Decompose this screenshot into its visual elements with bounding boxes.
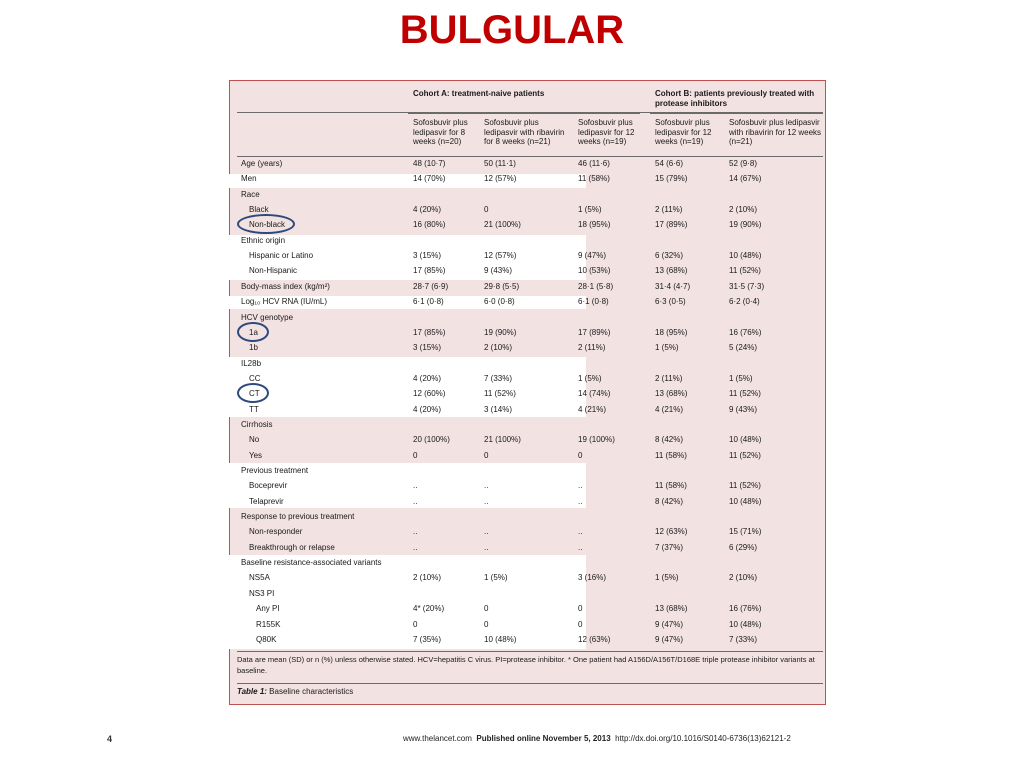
row-label: NS3 PI [249,588,275,598]
table-cell: .. [413,527,418,537]
row-label: Response to previous treatment [241,512,355,522]
table-cell: 12 (63%) [655,527,688,537]
table-cell: 6·1 (0·8) [578,297,609,307]
table-cell: 7 (33%) [729,634,758,644]
table-cell: 6 (32%) [655,251,684,261]
table-cell: .. [484,542,489,552]
row-label: Previous treatment [241,466,309,475]
table-caption-label: Table 1: [237,687,267,696]
table-cell: 21 (100%) [484,435,521,445]
table-cell: 0 [413,619,418,629]
group-header-cohort-a: Cohort A: treatment-naive patients [413,89,545,98]
table-cell: .. [578,481,583,491]
table-cell: .. [413,542,418,552]
table-cell: 29·8 (5·5) [484,281,520,291]
row-label: Ethnic origin [241,235,286,245]
table-cell: 9 (47%) [655,619,684,629]
table-caption-text: Baseline characteristics [269,687,354,696]
table-cell: 2 (11%) [578,343,606,353]
table-cell: 28·7 (6·9) [413,281,449,291]
table-cell: 28·1 (5·8) [578,281,614,291]
citation [403,734,791,743]
table-cell: 5 (24%) [729,343,758,353]
table-cell: 11 (58%) [655,450,687,460]
row-label: Hispanic or Latino [249,251,314,261]
table-cell: 1 (5%) [655,573,679,583]
table-footnote: Data are mean (SD) or n (%) unless otherwise stated. HCV=hepatitis C virus. PI=protease inhibitor. * One patient had A156D/A156T/D168E triple protease inhibitor variants at baseline. [237,655,815,675]
table-cell: 15 (79%) [655,174,688,184]
column-header: Sofosbuvir plus ledipasvir for 12 weeks (n=19) [655,118,712,146]
table-cell: 7 (35%) [413,634,442,644]
table-cell: 9 (47%) [578,251,607,261]
table-cell: 3 (15%) [413,251,442,261]
table-cell: 12 (63%) [578,634,611,644]
table-cell: 31·4 (4·7) [655,281,691,291]
table-rule-bottom [237,651,823,652]
column-header: Sofosbuvir plus ledipasvir for 8 weeks (n=20) [413,118,468,146]
table-cell: .. [484,481,489,491]
table-cell: 1 (5%) [729,373,753,383]
table-cell: 0 [484,619,489,629]
row-label: Telaprevir [249,496,284,506]
table-cell: .. [578,527,583,537]
page-number: 4 [107,734,113,744]
table-cell: 0 [484,205,489,215]
row-label: TT [249,404,259,414]
table-cell: 2 (10%) [484,343,513,353]
table-cell: 8 (42%) [655,496,684,506]
table-cell: 6 (29%) [729,542,758,552]
group-b-rule [650,113,823,114]
row-label: Non-Hispanic [249,266,298,276]
table-cell: 0 [484,604,489,614]
table-cell: 2 (10%) [413,573,442,583]
table-cell: 11 (58%) [578,174,610,184]
table-cell: 2 (11%) [655,205,683,215]
table-cell: 12 (57%) [484,251,517,261]
table-cell: .. [578,542,583,552]
table-cell: 11 (52%) [484,389,516,399]
table-cell: 8 (42%) [655,435,684,445]
highlight-oval [237,322,269,342]
row-label: R155K [256,619,281,629]
table-cell: 31·5 (7·3) [729,281,765,291]
table-cell: 11 (52%) [729,481,761,491]
row-label: IL28b [241,358,262,368]
row-label: Any PI [256,604,280,614]
row-label: Cirrhosis [241,419,273,429]
table-cell: 0 [578,604,583,614]
table-cell: 19 (90%) [729,220,762,230]
table-cell: 4 (20%) [413,404,442,414]
table-cell: 10 (48%) [729,496,762,506]
table-cell: 0 [413,450,418,460]
table-cell: 17 (89%) [578,327,611,337]
row-label: Race [241,189,260,199]
table-cell: 7 (37%) [655,542,684,552]
table-cell: 14 (67%) [729,174,762,184]
table-cell: 50 (11·1) [484,159,516,168]
table-cell: .. [484,496,489,506]
table-cell: 1 (5%) [578,373,602,383]
table-cell: 4 (20%) [413,205,442,215]
table-cell: 4 (21%) [578,404,607,414]
group-header-cohort-b: Cohort B: patients previously treated with protease inhibitors [655,89,815,108]
table-cell: 0 [484,450,489,460]
table-cell: 6·2 (0·4) [729,297,760,307]
column-header: Sofosbuvir plus ledipasvir with ribavirin for 8 weeks (n=21) [484,118,565,146]
table-cell: 3 (15%) [413,343,442,353]
table-cell: .. [578,496,583,506]
table-cell: 11 (52%) [729,266,761,276]
table-cell: 18 (95%) [655,327,688,337]
table-cell: 6·0 (0·8) [484,297,515,307]
row-label: 1b [249,343,258,353]
slide-title: BULGULAR [399,8,625,52]
table-cell: 16 (80%) [413,220,446,230]
table-cell: 2 (10%) [729,205,758,215]
row-label: 1a [249,327,258,337]
row-label: Baseline resistance-associated variants [241,558,382,568]
table-cell: 13 (68%) [655,266,688,276]
table-cell: 9 (47%) [655,634,684,644]
table-cell: 1 (5%) [484,573,508,583]
table-cell: 9 (43%) [729,404,758,414]
row-label: Men [241,174,257,184]
table-cell: 54 (6·6) [655,159,684,168]
table-cell: 10 (48%) [729,251,762,261]
table-cell: 4* (20%) [413,604,445,614]
table-cell: 1 (5%) [655,343,679,353]
row-label: CT [249,389,260,399]
row-label: Non-black [249,220,286,230]
row-label: CC [249,373,261,383]
table-cell: 1 (5%) [578,205,602,215]
table-cell: 16 (76%) [729,327,762,337]
column-header: Sofosbuvir plus ledipasvir with ribavirin for 12 weeks (n=21) [729,118,822,146]
row-label: Age (years) [241,159,283,168]
table-cell: 10 (48%) [729,619,762,629]
table-cell: 4 (20%) [413,373,442,383]
table-cell: .. [413,481,418,491]
table-cell: 14 (74%) [578,389,611,399]
table-cell: 52 (9·8) [729,159,758,168]
group-a-rule [408,113,640,114]
table-cell: 12 (60%) [413,389,446,399]
table-cell: 7 (33%) [484,373,513,383]
table-cell: 13 (68%) [655,389,688,399]
citation-published: Published online November 5, 2013 [476,734,611,743]
table-cell: 10 (48%) [729,435,762,445]
table-cell: 19 (100%) [578,435,615,445]
table-caption [237,687,353,696]
table-cell: 21 (100%) [484,220,521,230]
row-label: HCV genotype [241,312,294,322]
row-label: Breakthrough or relapse [249,542,335,552]
row-label: Log₁₀ HCV RNA (IU/mL) [241,297,328,307]
row-label: Boceprevir [249,481,288,491]
table-cell: 17 (85%) [413,327,446,337]
row-label: Black [249,205,269,215]
row-label: No [249,435,260,445]
table-cell: 46 (11·6) [578,159,610,168]
table-cell: 9 (43%) [484,266,513,276]
table-cell: 10 (48%) [484,634,517,644]
table-cell: 17 (85%) [413,266,446,276]
table-cell: 18 (95%) [578,220,611,230]
table-cell: 48 (10·7) [413,159,446,168]
table-cell: 6·3 (0·5) [655,297,686,307]
table-cell: 0 [578,619,583,629]
row-label: Q80K [256,634,277,644]
header-rule-bottom [237,156,823,157]
row-label: Non-responder [249,527,303,537]
column-header: Sofosbuvir plus ledipasvir for 12 weeks (n=19) [578,118,635,146]
table-cell: 3 (14%) [484,404,513,414]
row-label: NS5A [249,573,270,583]
table-cell: 11 (52%) [729,389,761,399]
row-label: Body-mass index (kg/m²) [241,281,330,291]
caption-rule [237,683,823,684]
table-cell: 10 (53%) [578,266,611,276]
table-cell: 4 (21%) [655,404,684,414]
table-cell: 2 (11%) [655,373,683,383]
table-cell: 14 (70%) [413,174,446,184]
citation-doi[interactable]: http://dx.doi.org/10.1016/S0140-6736(13)62121-2 [615,734,791,743]
row-label: Yes [249,450,263,460]
table-cell: 11 (52%) [729,450,761,460]
table-cell: 11 (58%) [655,481,687,491]
table-cell: .. [484,527,489,537]
table-cell: 19 (90%) [484,327,517,337]
table-cell: 12 (57%) [484,174,517,184]
table-cell: .. [413,496,418,506]
table-cell: 6·1 (0·8) [413,297,444,307]
table-cell: 0 [578,450,583,460]
table-cell: 16 (76%) [729,604,762,614]
table-cell: 15 (71%) [729,527,762,537]
table-cell: 20 (100%) [413,435,450,445]
table-cell: 2 (10%) [729,573,758,583]
table-cell: 13 (68%) [655,604,688,614]
citation-site[interactable]: www.thelancet.com [403,734,472,743]
table-cell: 3 (16%) [578,573,607,583]
table-cell: 17 (89%) [655,220,688,230]
